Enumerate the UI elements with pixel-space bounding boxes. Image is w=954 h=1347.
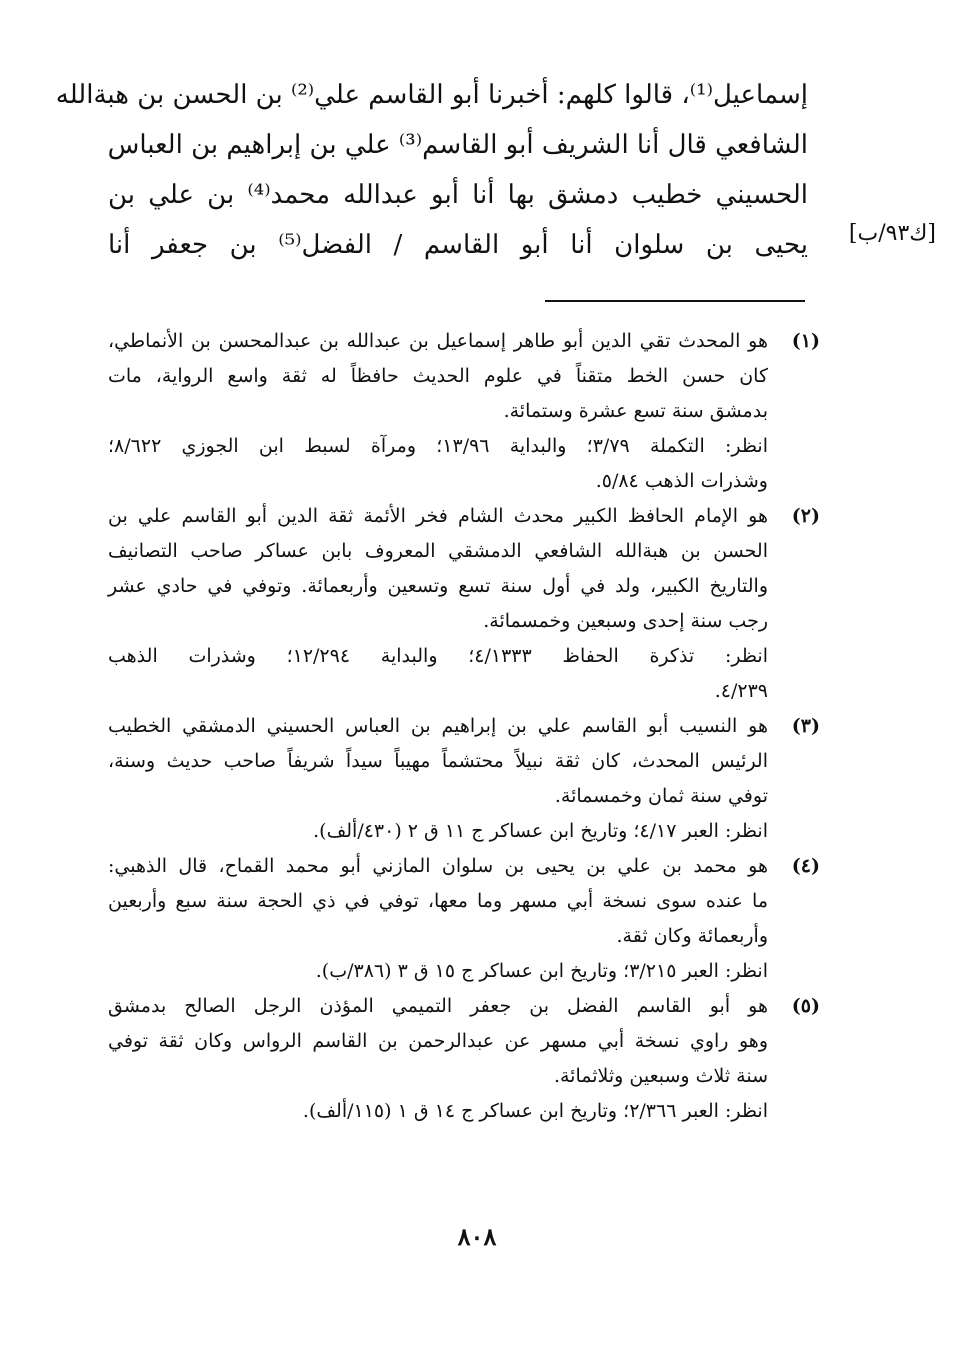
footnote-line: توفي سنة ثمان وخمسمائة.	[554, 785, 768, 807]
footnote-number: (٤)	[791, 855, 820, 877]
footnote-line: وأربعمائة وكان ثقة.	[616, 925, 768, 947]
footnote-line: هو الإمام الحافظ الكبير محدث الشام فخر الأئمة ثقة الدين أبو القاسم علي بن	[108, 505, 768, 527]
footnote-line: بدمشق سنة تسع عشرة وستمائة.	[503, 400, 768, 422]
footnote-number: (١)	[791, 330, 820, 352]
footnote-line: ما عنده سوى نسخة أبي مسهر وما معها، توفي في ذي الحجة سنة سبع وأربعين	[108, 890, 768, 912]
footnote-line: والتاريخ الكبير، ولد في أول سنة تسع وتسعين وأربعمائة. وتوفي في حادي عشر	[108, 575, 768, 597]
footnote-line: كان حسن الخط متقناً في علوم الحديث حافظاً له ثقة واسع الرواية، مات	[108, 365, 768, 387]
footnotes-section	[108, 324, 820, 1129]
footnote-5	[108, 989, 820, 1129]
footnote-line: رجب سنة إحدى وسبعين وخمسمائة.	[483, 610, 768, 632]
footnote-number: (٣)	[791, 715, 820, 737]
footnote-line: الرئيس المحدث، كان ثقة نبيلاً محتشماً مهيباً سيداً شريفاً صاحب حديث وسنة،	[108, 750, 768, 772]
manuscript-folio-note: [ك٩٣/ب]	[848, 221, 936, 246]
footnote-reference-line: وشذرات الذهب ٥/٨٤.	[595, 470, 768, 492]
footnote-line: وهو راوي نسخة أبي مسهر عن عبدالرحمن بن القاسم الرواس وكان ثقة توفي	[108, 1030, 768, 1052]
footnote-reference-line: انظر: التكملة ٣/٧٩؛ والبداية ١٣/٩٦؛ ومرآة لسبط ابن الجوزي ٨/٦٢٢؛	[108, 435, 769, 457]
footnote-reference-line: انظر: العبر ٤/١٧؛ وتاريخ ابن عساكر ج ١١ ق ٢ (٤٣٠/ألف).	[313, 820, 768, 842]
page-number: ٨٠٨	[457, 1222, 497, 1251]
footnote-number: (٢)	[791, 505, 820, 527]
footnote-reference-line: انظر: العبر ٢/٣٦٦؛ وتاريخ ابن عساكر ج ١٤ ق ١ (١١٥/ألف).	[302, 1100, 768, 1122]
footnote-reference-line: انظر: العبر ٣/٢١٥؛ وتاريخ ابن عساكر ج ١٥ ق ٣ (٣٨٦/ب).	[315, 960, 768, 982]
footnote-line: هو النسيب أبو القاسم علي بن إبراهيم بن العباس الحسيني الدمشقي الخطيب	[108, 715, 768, 737]
main-text-line-3: الحسيني خطيب دمشق بها أنا أبو عبدالله محمد⁽⁴⁾ بن علي بن	[108, 180, 809, 210]
main-text-line-4: يحيى بن سلوان أنا أبو القاسم / الفضل⁽⁵⁾ بن جعفر أنا	[108, 230, 809, 260]
footnote-reference-line: انظر: تذكرة الحفاظ ٤/١٣٣٣؛ والبداية ١٢/٢٩٤؛ وشذرات الذهب	[108, 645, 768, 667]
footnote-line: هو محمد بن علي بن يحيى بن سلوان المازني أبو محمد القماح، قال الذهبي:	[108, 855, 768, 877]
footnote-line: هو المحدث تقي الدين أبو طاهر إسماعيل بن عبدالله بن عبدالمحسن بن الأنماطي،	[108, 330, 768, 352]
footnote-number: (٥)	[791, 995, 820, 1017]
main-text-block	[55, 70, 809, 270]
footnote-2	[108, 499, 820, 709]
footnote-line: سنة ثلاث وسبعين وثلاثمائة.	[553, 1065, 768, 1087]
footnote-1	[108, 324, 820, 499]
footnote-reference-line: ٤/٢٣٩.	[714, 680, 768, 702]
footnote-line: هو أبو القاسم الفضل بن جعفر التميمي المؤذن الرجل الصالح بدمشق	[108, 995, 768, 1017]
footnote-separator	[545, 300, 805, 302]
main-text-line-1: إسماعيل⁽¹⁾، قالوا كلهم: أخبرنا أبو القاسم علي⁽²⁾ بن الحسن بن هبةالله	[55, 80, 808, 110]
footnote-3	[108, 709, 820, 849]
main-text-line-2: الشافعي قال أنا الشريف أبو القاسم⁽³⁾ علي بن إبراهيم بن العباس	[107, 130, 808, 160]
footnote-4	[108, 849, 820, 989]
footnote-line: الحسن بن هبةالله الشافعي الدمشقي المعروف بابن عساكر صاحب التصانيف	[108, 540, 768, 562]
